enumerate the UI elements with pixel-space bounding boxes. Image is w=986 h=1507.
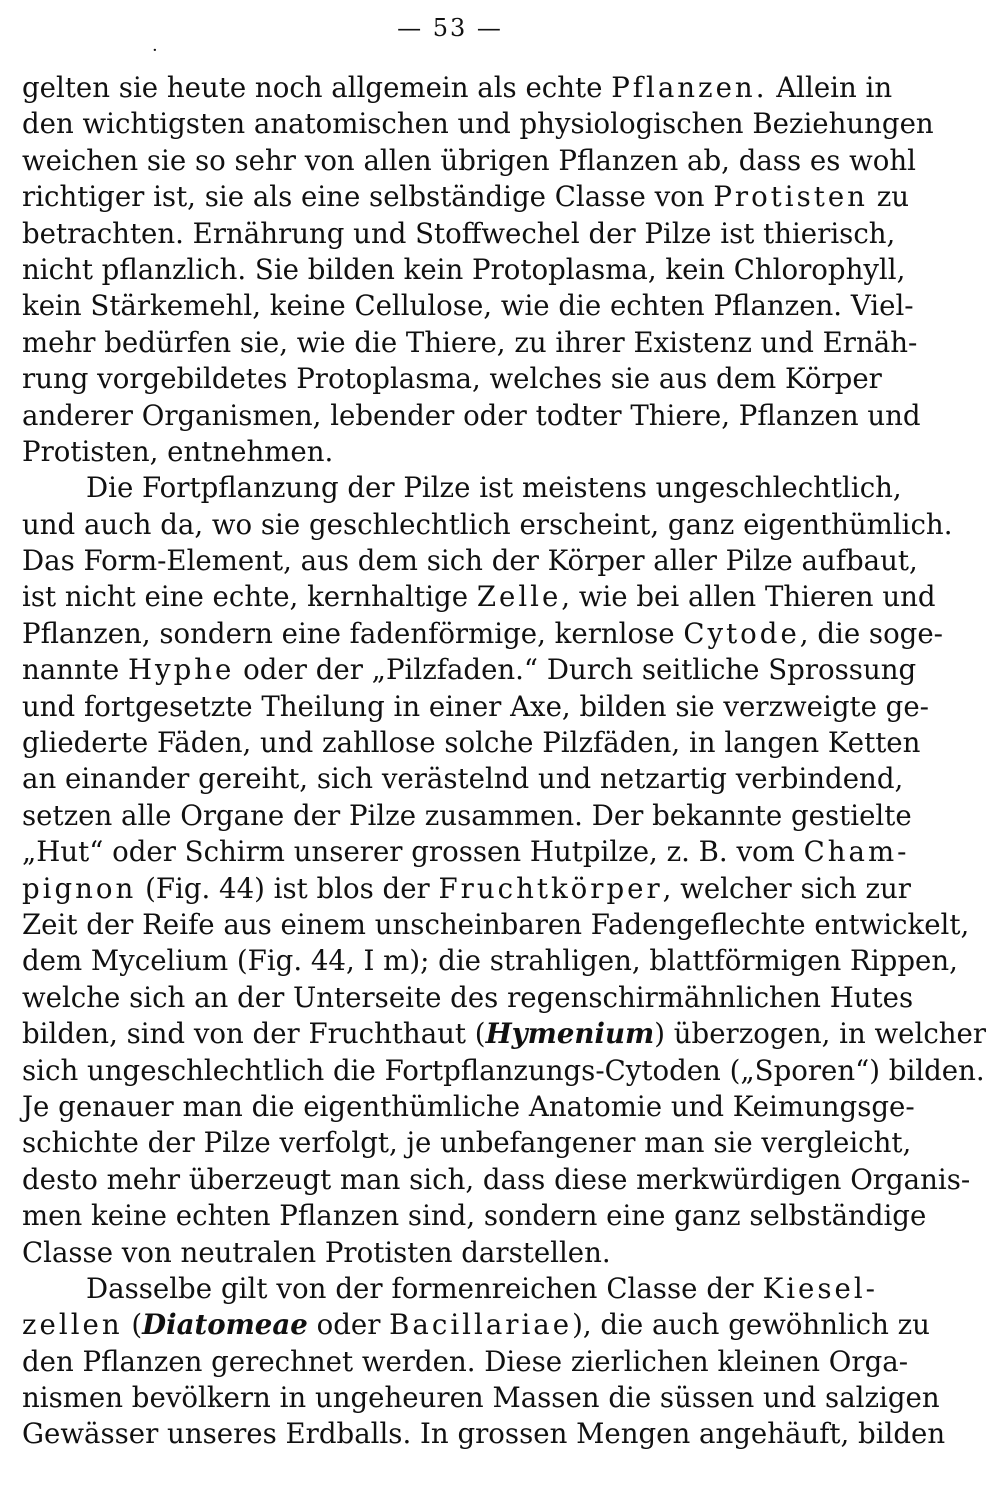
text-line bbox=[22, 543, 918, 579]
text-line bbox=[22, 1053, 985, 1089]
text-line bbox=[22, 1307, 930, 1343]
spaced-term: Pflanzen. bbox=[611, 71, 768, 104]
text-segment: richtiger ist, sie als eine selbständige Classe von bbox=[22, 180, 714, 214]
text-line bbox=[22, 179, 910, 215]
text-line bbox=[22, 943, 958, 979]
text-segment: nicht pflanzlich. Sie bilden kein Protoplasma, kein Chlorophyll, bbox=[22, 252, 906, 286]
spaced-term: Protisten bbox=[713, 180, 868, 214]
text-line bbox=[22, 725, 921, 761]
text-line bbox=[22, 106, 934, 142]
text-segment: setzen alle Organe der Pilze zusammen. Der bekannte gestielte bbox=[22, 798, 912, 832]
text-line bbox=[22, 798, 912, 834]
text-segment: Gewässer unseres Erdballs. In grossen Mengen angehäuft, bilden bbox=[22, 1417, 946, 1451]
text-segment: und auch da, wo sie geschlechtlich erscheint, ganz eigenthümlich. bbox=[22, 507, 953, 541]
spaced-term: Bacillariae bbox=[389, 1308, 573, 1342]
text-segment: Zeit der Reife aus einem unscheinbaren Fadengeflechte entwickelt, bbox=[22, 907, 970, 941]
text-segment: men keine echten Pflanzen sind, sondern eine ganz selbständige bbox=[22, 1199, 927, 1233]
text-line bbox=[22, 579, 936, 615]
text-line bbox=[22, 361, 882, 397]
text-line bbox=[22, 980, 914, 1016]
spaced-term: zellen bbox=[22, 1308, 123, 1342]
text-line bbox=[22, 1198, 927, 1234]
text-line bbox=[22, 1162, 971, 1198]
body-text bbox=[22, 70, 986, 1453]
text-line bbox=[22, 834, 910, 870]
text-segment: ), die auch gewöhnlich zu bbox=[572, 1308, 930, 1342]
spaced-term: Hyphe bbox=[127, 653, 235, 687]
text-segment: kein Stärkemehl, keine Cellulose, wie die echten Pflanzen. Viel- bbox=[22, 289, 914, 323]
text-line bbox=[22, 434, 878, 470]
text-line bbox=[22, 907, 970, 943]
text-segment: dem Mycelium (Fig. 44, I m); die strahligen, blattförmigen Rippen, bbox=[22, 944, 958, 978]
spaced-term: Fruchtkörper bbox=[438, 871, 663, 905]
text-segment: bilden, sind von der Fruchthaut ( bbox=[22, 1017, 486, 1051]
text-segment: Protisten, entnehmen. bbox=[22, 434, 334, 468]
spaced-term: Cytode bbox=[683, 616, 800, 650]
text-line bbox=[22, 470, 902, 506]
text-segment: oder der „Pilzfaden.“ Durch seitliche Sprossung bbox=[234, 653, 917, 687]
text-segment: Dasselbe gilt von der formenreichen Classe der bbox=[86, 1271, 763, 1305]
text-segment: Allein in bbox=[767, 71, 893, 104]
text-line bbox=[22, 1016, 986, 1052]
page-number: — 53 — bbox=[397, 14, 503, 42]
text-line bbox=[22, 689, 929, 725]
text-line bbox=[22, 398, 921, 434]
text-line bbox=[22, 70, 893, 106]
text-segment: sich ungeschlechtlich die Fortpflanzungs-Cytoden („Sporen“) bilden. bbox=[22, 1053, 985, 1087]
text-segment: „Hut“ oder Schirm unserer grossen Hutpilze, z. B. vom bbox=[22, 835, 804, 869]
text-line bbox=[22, 507, 953, 543]
text-segment: betrachten. Ernährung und Stoffwechel der Pilze ist thierisch, bbox=[22, 216, 896, 250]
text-segment: Classe von neutralen Protisten darstellen. bbox=[22, 1235, 611, 1269]
text-segment: nismen bevölkern in ungeheuren Massen die süssen und salzigen bbox=[22, 1381, 940, 1415]
spaced-term: Cham- bbox=[803, 835, 910, 869]
text-segment: an einander gereiht, sich verästelnd und netzartig verbindend, bbox=[22, 762, 904, 796]
text-segment: ( bbox=[122, 1308, 143, 1342]
text-line bbox=[22, 143, 916, 179]
text-line bbox=[22, 325, 918, 361]
text-segment: ist nicht eine echte, kernhaltige bbox=[22, 580, 477, 614]
text-segment: , die soge- bbox=[799, 616, 944, 650]
text-line bbox=[22, 1380, 940, 1416]
text-segment: mehr bedürfen sie, wie die Thiere, zu ihrer Existenz und Ernäh- bbox=[22, 325, 918, 359]
text-segment: Pflanzen, sondern eine fadenförmige, kernlose bbox=[22, 616, 684, 650]
text-line bbox=[22, 871, 911, 907]
spaced-term: Zelle bbox=[476, 580, 562, 614]
text-segment: den Pflanzen gerechnet werden. Diese zierlichen kleinen Orga- bbox=[22, 1344, 909, 1378]
text-line bbox=[22, 1344, 909, 1380]
text-line bbox=[22, 1235, 878, 1271]
text-line bbox=[22, 1416, 946, 1452]
printing-speck: · bbox=[152, 40, 158, 61]
text-segment: und fortgesetzte Theilung in einer Axe, bilden sie verzweigte ge- bbox=[22, 689, 929, 723]
text-line bbox=[22, 252, 906, 288]
text-segment: (Fig. 44) ist blos der bbox=[136, 871, 439, 905]
text-line bbox=[22, 288, 914, 324]
italic-term: Diatomeae bbox=[142, 1308, 308, 1342]
spaced-term: pignon bbox=[22, 871, 137, 905]
italic-term: Hymenium bbox=[485, 1017, 655, 1051]
text-segment: Je genauer man die eigenthümliche Anatomie und Keimungsge- bbox=[22, 1089, 915, 1123]
text-segment: desto mehr überzeugt man sich, dass diese merkwürdigen Organis- bbox=[22, 1162, 971, 1196]
text-segment: , wie bei allen Thieren und bbox=[561, 580, 936, 614]
text-segment: nannte bbox=[22, 653, 128, 687]
text-segment: anderer Organismen, lebender oder todter Thiere, Pflanzen und bbox=[22, 398, 921, 432]
text-line bbox=[22, 616, 944, 652]
text-segment: weichen sie so sehr von allen übrigen Pflanzen ab, dass es wohl bbox=[22, 143, 916, 177]
text-line bbox=[22, 216, 896, 252]
text-segment: rung vorgebildetes Protoplasma, welches sie aus dem Körper bbox=[22, 362, 882, 396]
text-line bbox=[22, 761, 904, 797]
text-segment: Das Form-Element, aus dem sich der Körper aller Pilze aufbaut, bbox=[22, 544, 918, 578]
text-line bbox=[22, 1089, 915, 1125]
text-segment: gliederte Fäden, und zahllose solche Pilzfäden, in langen Ketten bbox=[22, 726, 921, 760]
text-segment: oder bbox=[307, 1308, 390, 1342]
spaced-term: Kiesel- bbox=[762, 1271, 878, 1305]
text-line bbox=[22, 652, 917, 688]
text-segment: Die Fortpflanzung der Pilze ist meistens ungeschlechtlich, bbox=[86, 471, 902, 505]
text-segment: den wichtigsten anatomischen und physiologischen Beziehungen bbox=[22, 107, 934, 141]
text-segment: schichte der Pilze verfolgt, je unbefangener man sie vergleicht, bbox=[22, 1126, 912, 1160]
text-segment: zu bbox=[867, 180, 910, 214]
text-line bbox=[22, 1125, 912, 1161]
text-segment: , welcher sich zur bbox=[662, 871, 911, 905]
text-line bbox=[22, 1271, 878, 1307]
text-segment: gelten sie heute noch allgemein als echte bbox=[22, 71, 612, 104]
text-segment: ) überzogen, in welcher bbox=[654, 1017, 986, 1051]
text-segment: welche sich an der Unterseite des regenschirmähnlichen Hutes bbox=[22, 980, 914, 1014]
